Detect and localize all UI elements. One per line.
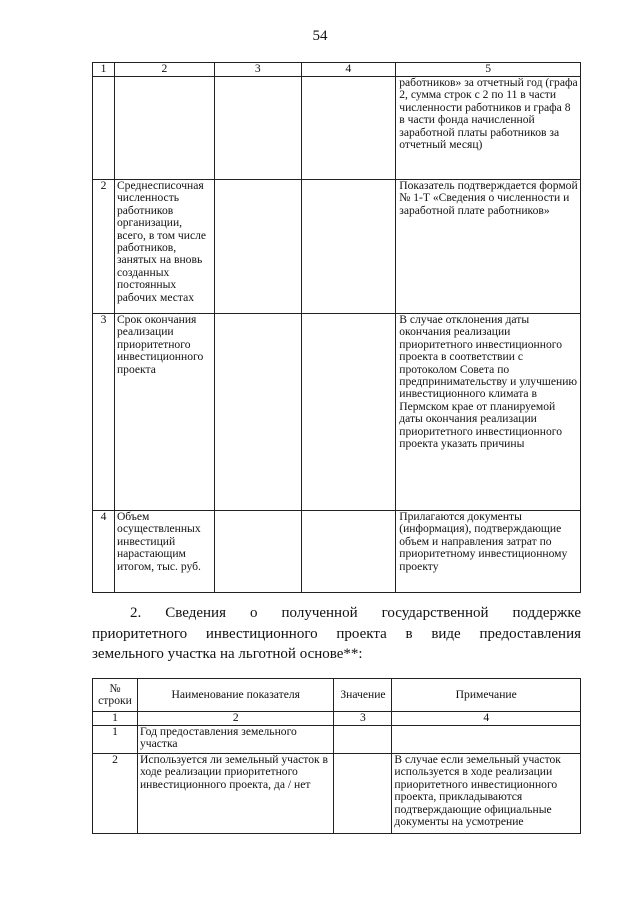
row-number [93, 77, 115, 180]
table-row [93, 511, 581, 593]
indicator-name: Среднесписочная численность работников организации, всего, в том числе работников, занятых на вновь созданных постоянных рабочих местах [114, 180, 214, 314]
section-2-line: земельного участка на льготной основе**: [92, 646, 363, 662]
row-number: 2 [93, 180, 115, 314]
land-plot-table [92, 678, 581, 834]
table-row [93, 180, 581, 314]
value-cell [301, 511, 396, 593]
table-header-row [93, 63, 581, 77]
indicator-name [114, 77, 214, 180]
value-cell [334, 726, 392, 754]
table-row [93, 77, 581, 180]
header-row-number: № строки [93, 679, 138, 712]
value-cell [214, 314, 301, 511]
indicator-name: Год предоставления земельного участка [137, 726, 334, 754]
column-number: 2 [114, 63, 214, 77]
indicator-name: Срок окончания реализации приоритетного инвестиционного проекта [114, 314, 214, 511]
note-cell: В случае если земельный участок используется в ходе реализации приоритетного инвестиционного проекта, прикладываются подтверждающие официальные документы на усмотрение [392, 754, 581, 834]
row-number: 1 [93, 726, 138, 754]
note-cell: В случае отклонения даты окончания реализации приоритетного инвестиционного проекта в соответствии с протоколом Совета по предпринимательству и улучшению инвестиционного климата в Пермском крае от планируемой даты окончания реализации приоритетного инвестиционного проекта указать причины [396, 314, 581, 511]
header-note: Примечание [392, 679, 581, 712]
column-number: 3 [334, 712, 392, 726]
note-cell: работников» за отчетный год (графа 2, сумма строк с 2 по 11 в части численности работников и графа 8 в части фонда начисленной заработной платы работников за отчетный месяц) [396, 77, 581, 180]
table-header-row [93, 679, 581, 712]
row-number: 3 [93, 314, 115, 511]
column-number: 4 [392, 712, 581, 726]
value-cell [301, 77, 396, 180]
header-indicator-name: Наименование показателя [137, 679, 334, 712]
row-number: 2 [93, 754, 138, 834]
column-number: 3 [214, 63, 301, 77]
column-numbers-row [93, 712, 581, 726]
column-number: 1 [93, 63, 115, 77]
value-cell [301, 314, 396, 511]
table-row [93, 314, 581, 511]
page-number: 54 [312, 28, 328, 44]
indicator-name: Используется ли земельный участок в ходе реализации приоритетного инвестиционного проекта, да / нет [137, 754, 334, 834]
section-2-line: приоритетного инвестиционного проекта в виде предоставления [92, 625, 581, 642]
note-cell: Прилагаются документы (информация), подтверждающие объем и направления затрат по приоритетному инвестиционному проекту [396, 511, 581, 593]
column-number: 1 [93, 712, 138, 726]
value-cell [214, 77, 301, 180]
indicators-table [92, 62, 581, 593]
column-number: 5 [396, 63, 581, 77]
note-cell: Показатель подтверждается формой № 1-Т «Сведения о численности и заработной плате работников» [396, 180, 581, 314]
value-cell [301, 180, 396, 314]
table-row [93, 754, 581, 834]
note-cell [392, 726, 581, 754]
column-number: 4 [301, 63, 396, 77]
section-2-line: 2. Сведения о полученной государственной поддержке [130, 605, 581, 621]
indicator-name: Объем осуществленных инвестиций нарастающим итогом, тыс. руб. [114, 511, 214, 593]
column-number: 2 [137, 712, 334, 726]
row-number: 4 [93, 511, 115, 593]
value-cell [214, 180, 301, 314]
header-value: Значение [334, 679, 392, 712]
section-2-heading [92, 603, 581, 665]
value-cell [334, 754, 392, 834]
table-row [93, 726, 581, 754]
value-cell [214, 511, 301, 593]
